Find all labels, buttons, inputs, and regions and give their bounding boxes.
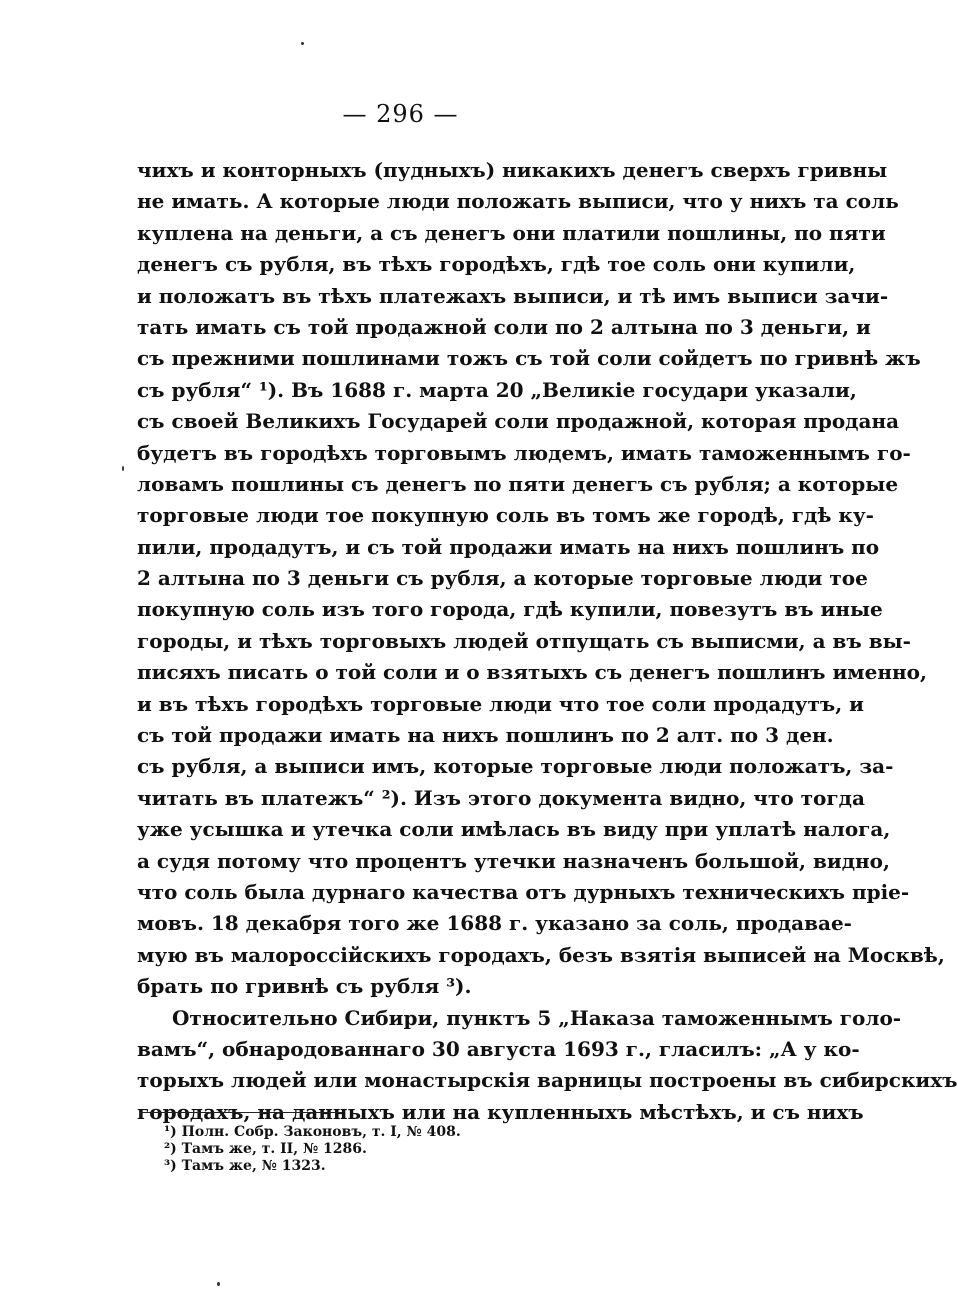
text-line: мовъ. 18 декабря того же 1688 г. указано за соль, продавае- bbox=[137, 911, 852, 936]
body-text bbox=[137, 155, 958, 1128]
text-line: городы, и тѣхъ торговыхъ людей отпущать съ выписми, а въ вы- bbox=[137, 628, 911, 653]
text-line: съ рубля, а выписи имъ, которые торговые люди положатъ, за- bbox=[137, 754, 894, 779]
text-line: тать имать съ той продажной соли по 2 алтына по 3 деньги, и bbox=[137, 314, 871, 339]
text-line: вамъ“, обнародованнаго 30 августа 1693 г., гласилъ: „А у ко- bbox=[137, 1036, 860, 1061]
text-line: пили, продадутъ, и съ той продажи имать на нихъ пошлинъ по bbox=[137, 534, 880, 559]
text-line: читать въ платежъ“ ²). Изъ этого документа видно, что тогда bbox=[137, 785, 865, 810]
footnote-2: ²) Тамъ же, т. II, № 1286. bbox=[164, 1141, 367, 1157]
text-line: торыхъ людей или монастырскія варницы построены въ сибирскихъ bbox=[137, 1068, 958, 1093]
text-line: уже усышка и утечка соли имѣлась въ виду при уплатѣ налога, bbox=[137, 817, 891, 842]
scan-speck bbox=[217, 1282, 220, 1286]
footnote-1: ¹) Полн. Собр. Законовъ, т. I, № 408. bbox=[164, 1124, 461, 1140]
footnotes bbox=[164, 1124, 461, 1175]
scan-speck bbox=[301, 42, 304, 45]
text-line: съ рубля“ ¹). Въ 1688 г. марта 20 „Великіе государи указали, bbox=[137, 377, 857, 402]
text-line: будетъ въ городѣхъ торговымъ людемъ, имать таможеннымъ го- bbox=[137, 440, 911, 465]
text-line: куплена на деньги, а съ денегъ они платили пошлины, по пяти bbox=[137, 220, 886, 245]
text-line: съ прежними пошлинами тожъ съ той соли сойдетъ по гривнѣ жъ bbox=[137, 346, 921, 371]
text-line: ловамъ пошлины съ денегъ по пяти денегъ съ рубля; а которые bbox=[137, 471, 899, 496]
text-line: что соль была дурнаго качества отъ дурныхъ техническихъ пріе- bbox=[137, 879, 910, 904]
text-line: чихъ и конторныхъ (пудныхъ) никакихъ денегъ сверхъ гривны bbox=[137, 158, 888, 182]
text-line: съ той продажи имать на нихъ пошлинъ по 2 алт. по 3 ден. bbox=[137, 723, 834, 748]
paragraph-end-line: брать по гривнѣ съ рубля ³). bbox=[137, 974, 472, 999]
text-line: и въ тѣхъ городѣхъ торговые люди что тое соли продадутъ, и bbox=[137, 691, 864, 716]
text-line: съ своей Великихъ Государей соли продажной, которая продана bbox=[137, 409, 900, 434]
scan-speck bbox=[122, 466, 124, 471]
text-line: покупную соль изъ того города, гдѣ купили, повезутъ въ иные bbox=[137, 597, 883, 622]
text-line: торговые люди тое покупную соль въ томъ же городѣ, гдѣ ку- bbox=[137, 503, 874, 528]
text-line: денегъ съ рубля, въ тѣхъ городѣхъ, гдѣ тое соль они купили, bbox=[137, 252, 856, 277]
footnote-divider bbox=[140, 1112, 342, 1113]
text-line: городахъ, на данныхъ или на купленныхъ мѣстѣхъ, и съ нихъ bbox=[137, 1099, 864, 1124]
text-line: не имать. А которые люди положать выписи, что у нихъ та соль bbox=[137, 189, 899, 214]
paragraph-start-line: Относительно Сибири, пунктъ 5 „Наказа таможеннымъ голо- bbox=[172, 1005, 902, 1030]
text-line: писяхъ писать о той соли и о взятыхъ съ денегъ пошлинъ именно, bbox=[137, 660, 927, 685]
text-line: 2 алтына по 3 деньги съ рубля, а которые торговые люди тое bbox=[137, 566, 868, 591]
footnote-3: ³) Тамъ же, № 1323. bbox=[164, 1158, 326, 1174]
text-line: и положатъ въ тѣхъ платежахъ выписи, и тѣ имъ выписи зачи- bbox=[137, 283, 889, 308]
page-number: — 296 — bbox=[342, 100, 459, 128]
text-line: а судя потому что процентъ утечки назначенъ большой, видно, bbox=[137, 848, 890, 873]
text-line: мую въ малороссійскихъ городахъ, безъ взятія выписей на Москвѣ, bbox=[137, 942, 945, 967]
